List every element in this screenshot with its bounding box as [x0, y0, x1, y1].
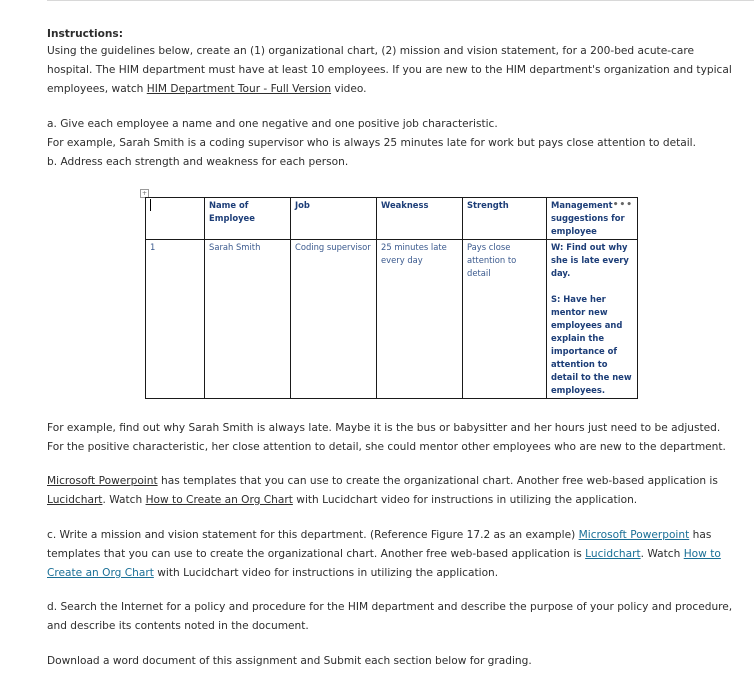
item-c-paragraph: c. Write a mission and vision statement for this department. (Reference Figure 17.2 as an example) Microsoft Powerpoint has templates that you can use to create the organizational chart. Another free web-based application is Lucidchart. Watch How to Create an Org Chart with Lucidchart video for instructions in utilizing the application. — [47, 529, 721, 579]
item-a-line: a. Give each employee a name and one negative and one positive job characteristic. — [47, 118, 498, 130]
org-chart-video-link-c[interactable]: How to Create an Org Chart — [47, 548, 721, 579]
powerpoint-link-c[interactable]: Microsoft Powerpoint — [578, 529, 690, 541]
example-line: For example, Sarah Smith is a coding supervisor who is always 25 minutes late for work but pays close attention to detail. — [47, 137, 696, 149]
header-cell-strength: Strength — [463, 198, 547, 240]
table-header-row — [146, 198, 638, 240]
header-cell-job: Job — [291, 198, 377, 240]
employee-table-image — [140, 189, 638, 401]
lucidchart-link-c[interactable]: Lucidchart — [585, 548, 641, 560]
mgmt-strength: S: Have her mentor new employees and explain the importance of attention to detail to the new employees. — [551, 294, 632, 395]
text-cursor — [150, 199, 151, 211]
employee-weakness: 25 minutes late every day — [377, 240, 463, 399]
header-cell-management: ••• Management suggestions for employee — [547, 198, 638, 240]
table-move-handle-icon[interactable]: + — [141, 190, 148, 197]
powerpoint-link[interactable]: Microsoft Powerpoint — [47, 475, 158, 487]
employee-name: Sarah Smith — [205, 240, 291, 399]
row-number: 1 — [146, 240, 205, 399]
lucidchart-link[interactable]: Lucidchart — [47, 494, 103, 506]
powerpoint-paragraph: Microsoft Powerpoint has templates that you can use to create the organizational chart. Another free web-based application is Lucidchart. Watch How to Create an Org Chart with Lucidchart video for instructions in utilizing the application. — [47, 475, 718, 506]
example-paragraph: For example, find out why Sarah Smith is always late. Maybe it is the bus or babysitter and her hours just need to be adjusted. For the positive characteristic, her close attention to detail, she could mentor other employees who are new to the department. — [47, 422, 726, 453]
header-cell-name: Name of Employee — [205, 198, 291, 240]
more-options-icon[interactable]: ••• — [612, 200, 633, 210]
table-row — [146, 240, 638, 399]
employee-job: Coding supervisor — [291, 240, 377, 399]
intro-paragraph: Using the guidelines below, create an (1) organizational chart, (2) mission and vision statement, for a 200-bed acute-care hospital. The HIM department must have at least 10 employees. If you are new to the HIM department's organization and typical employees, watch HIM Department Tour - Full Version video. — [47, 45, 732, 95]
management-suggestions — [547, 240, 638, 399]
item-a-paragraph — [47, 115, 737, 172]
employee-strength: Pays close attention to detail — [463, 240, 547, 399]
item-d-paragraph: d. Search the Internet for a policy and procedure for the HIM department and describe the purpose of your policy and procedure, and describe its contents noted in the document. — [47, 601, 733, 632]
org-chart-video-link[interactable]: How to Create an Org Chart — [145, 494, 293, 506]
header-cell-num — [146, 198, 205, 240]
header-cell-weakness: Weakness — [377, 198, 463, 240]
employee-table — [145, 197, 638, 399]
instructions-heading: Instructions: — [47, 28, 123, 40]
him-tour-link[interactable]: HIM Department Tour - Full Version — [146, 83, 332, 95]
item-b-line: b. Address each strength and weakness for each person. — [47, 156, 349, 168]
top-divider — [47, 0, 754, 1]
footer-instruction: Download a word document of this assignment and Submit each section below for grading. — [47, 655, 532, 667]
mgmt-weakness: W: Find out why she is late every day. — [551, 242, 629, 278]
